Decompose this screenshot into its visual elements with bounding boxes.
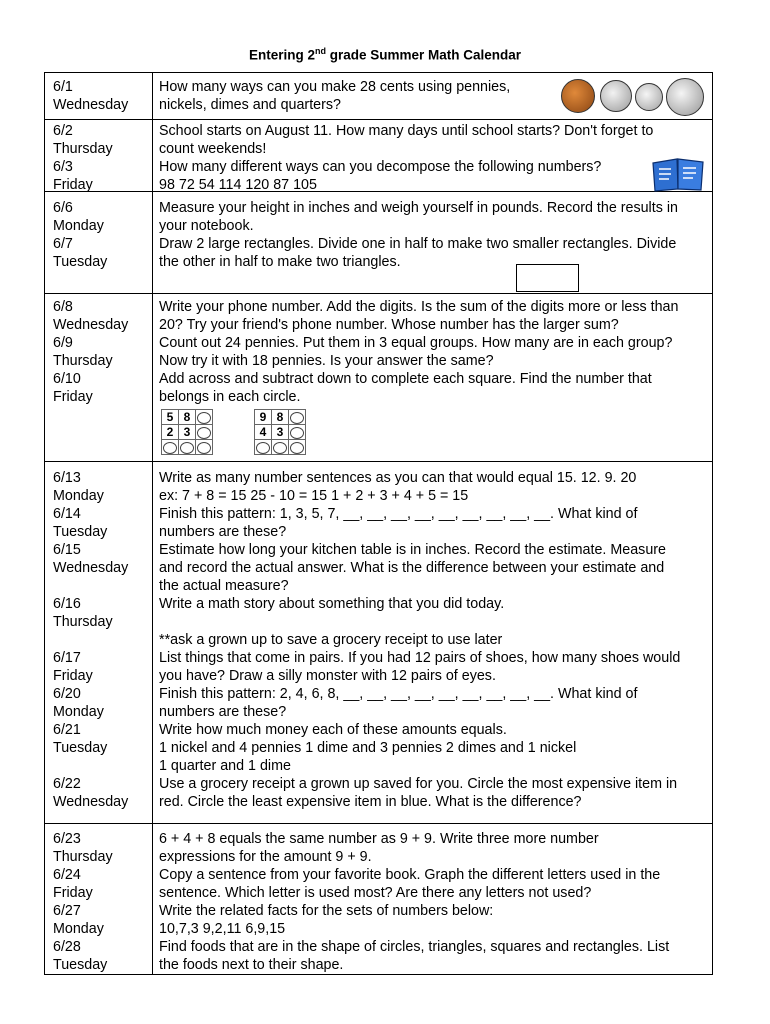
date-weekday: Monday: [53, 488, 104, 504]
task-text: Write as many number sentences as you can that would equal 15. 12. 9. 20: [159, 470, 637, 486]
date-weekday: Monday: [53, 704, 104, 720]
task-text: How many different ways can you decompose the following numbers?: [159, 159, 602, 175]
task-text: 1 nickel and 4 pennies 1 dime and 3 pennies 2 dimes and 1 nickel: [159, 740, 577, 756]
task-text: and record the actual answer. What is the difference between your estimate and: [159, 560, 665, 576]
date-weekday: Tuesday: [53, 740, 108, 756]
task-text: Count out 24 pennies. Put them in 3 equal groups. How many are in each group?: [159, 335, 673, 351]
task-text: belongs in each circle.: [159, 389, 301, 405]
task-text: numbers are these?: [159, 524, 287, 540]
task-text: count weekends!: [159, 141, 267, 157]
date-day: 6/16: [53, 596, 81, 612]
task-text: red. Circle the least expensive item in blue. What is the difference?: [159, 794, 582, 810]
quarter-icon: [666, 78, 704, 116]
date-day: 6/13: [53, 470, 81, 486]
date-weekday: Friday: [53, 668, 93, 684]
task-text: How many ways can you make 28 cents using pennies,: [159, 79, 511, 95]
task-text: the foods next to their shape.: [159, 957, 344, 973]
date-day: 6/20: [53, 686, 81, 702]
date-day: 6/9: [53, 335, 73, 351]
task-text: numbers are these?: [159, 704, 287, 720]
task-text: 1 quarter and 1 dime: [159, 758, 291, 774]
task-text: nickels, dimes and quarters?: [159, 97, 341, 113]
task-text: you have? Draw a silly monster with 12 pairs of eyes.: [159, 668, 496, 684]
date-day: 6/6: [53, 200, 73, 216]
date-day: 6/10: [53, 371, 81, 387]
task-text: Write your phone number. Add the digits. Is the sum of the digits more or less than: [159, 299, 679, 315]
task-text: Write a math story about something that you did today.: [159, 596, 505, 612]
date-day: 6/22: [53, 776, 81, 792]
date-day: 6/17: [53, 650, 81, 666]
rectangle-drawing: [516, 264, 579, 292]
task-text: School starts on August 11. How many days until school starts? Don't forget to: [159, 123, 654, 139]
date-weekday: Thursday: [53, 849, 113, 865]
math-square: 9 8 4 3: [254, 409, 306, 455]
penny-icon: [561, 79, 595, 113]
date-day: 6/2: [53, 123, 73, 139]
task-text: the other in half to make two triangles.: [159, 254, 401, 270]
date-weekday: Wednesday: [53, 560, 129, 576]
task-text: Draw 2 large rectangles. Divide one in half to make two smaller rectangles. Divide: [159, 236, 677, 252]
dime-icon: [635, 83, 663, 111]
date-weekday: Friday: [53, 885, 93, 901]
task-text: Estimate how long your kitchen table is in inches. Record the estimate. Measure: [159, 542, 666, 558]
calendar-table: [44, 72, 713, 975]
task-text: Write how much money each of these amounts equals.: [159, 722, 507, 738]
date-day: 6/27: [53, 903, 81, 919]
task-text: 20? Try your friend's phone number. Whose number has the larger sum?: [159, 317, 619, 333]
math-square: 5 8 2 3: [161, 409, 213, 455]
date-weekday: Thursday: [53, 614, 113, 630]
date-weekday: Tuesday: [53, 957, 108, 973]
task-text: Find foods that are in the shape of circles, triangles, squares and rectangles. List: [159, 939, 670, 955]
task-text: 10,7,3 9,2,11 6,9,15: [159, 921, 286, 937]
task-text: your notebook.: [159, 218, 254, 234]
date-weekday: Wednesday: [53, 97, 129, 113]
date-day: 6/8: [53, 299, 73, 315]
task-text: the actual measure?: [159, 578, 289, 594]
nickel-icon: [600, 80, 632, 112]
date-day: 6/3: [53, 159, 73, 175]
task-text: Write the related facts for the sets of numbers below:: [159, 903, 494, 919]
task-text: **ask a grown up to save a grocery receipt to use later: [159, 632, 503, 648]
date-weekday: Friday: [53, 389, 93, 405]
date-day: 6/14: [53, 506, 81, 522]
task-text: Add across and subtract down to complete each square. Find the number that: [159, 371, 652, 387]
date-weekday: Thursday: [53, 141, 113, 157]
page-title: Entering 2nd grade Summer Math Calendar: [248, 46, 522, 63]
date-weekday: Tuesday: [53, 254, 108, 270]
task-text: 6 + 4 + 8 equals the same number as 9 + 9. Write three more number: [159, 831, 599, 847]
task-text: Finish this pattern: 2, 4, 6, 8, __, __, __, __, __, __, __, __, __. What kind of: [159, 686, 638, 702]
open-book-icon: [651, 157, 705, 193]
task-text: expressions for the amount 9 + 9.: [159, 849, 372, 865]
task-text: ex: 7 + 8 = 15 25 - 10 = 15 1 + 2 + 3 + 4 + 5 = 15: [159, 488, 469, 504]
date-day: 6/24: [53, 867, 81, 883]
task-text: List things that come in pairs. If you had 12 pairs of shoes, how many shoes would: [159, 650, 681, 666]
date-day: 6/28: [53, 939, 81, 955]
task-text: Use a grocery receipt a grown up saved for you. Circle the most expensive item in: [159, 776, 678, 792]
task-text: 98 72 54 114 120 87 105: [159, 177, 317, 193]
task-text: Copy a sentence from your favorite book. Graph the different letters used in the: [159, 867, 661, 883]
task-text: sentence. Which letter is used most? Are there any letters not used?: [159, 885, 592, 901]
date-weekday: Thursday: [53, 353, 113, 369]
date-weekday: Tuesday: [53, 524, 108, 540]
date-weekday: Monday: [53, 921, 104, 937]
date-day: 6/21: [53, 722, 81, 738]
date-day: 6/1: [53, 79, 73, 95]
date-day: 6/7: [53, 236, 73, 252]
date-day: 6/23: [53, 831, 81, 847]
date-weekday: Monday: [53, 218, 104, 234]
task-text: Measure your height in inches and weigh yourself in pounds. Record the results in: [159, 200, 678, 216]
date-weekday: Wednesday: [53, 794, 129, 810]
task-text: Now try it with 18 pennies. Is your answer the same?: [159, 353, 494, 369]
date-weekday: Wednesday: [53, 317, 129, 333]
date-day: 6/15: [53, 542, 81, 558]
task-text: Finish this pattern: 1, 3, 5, 7, __, __, __, __, __, __, __, __, __. What kind of: [159, 506, 638, 522]
date-weekday: Friday: [53, 177, 93, 193]
